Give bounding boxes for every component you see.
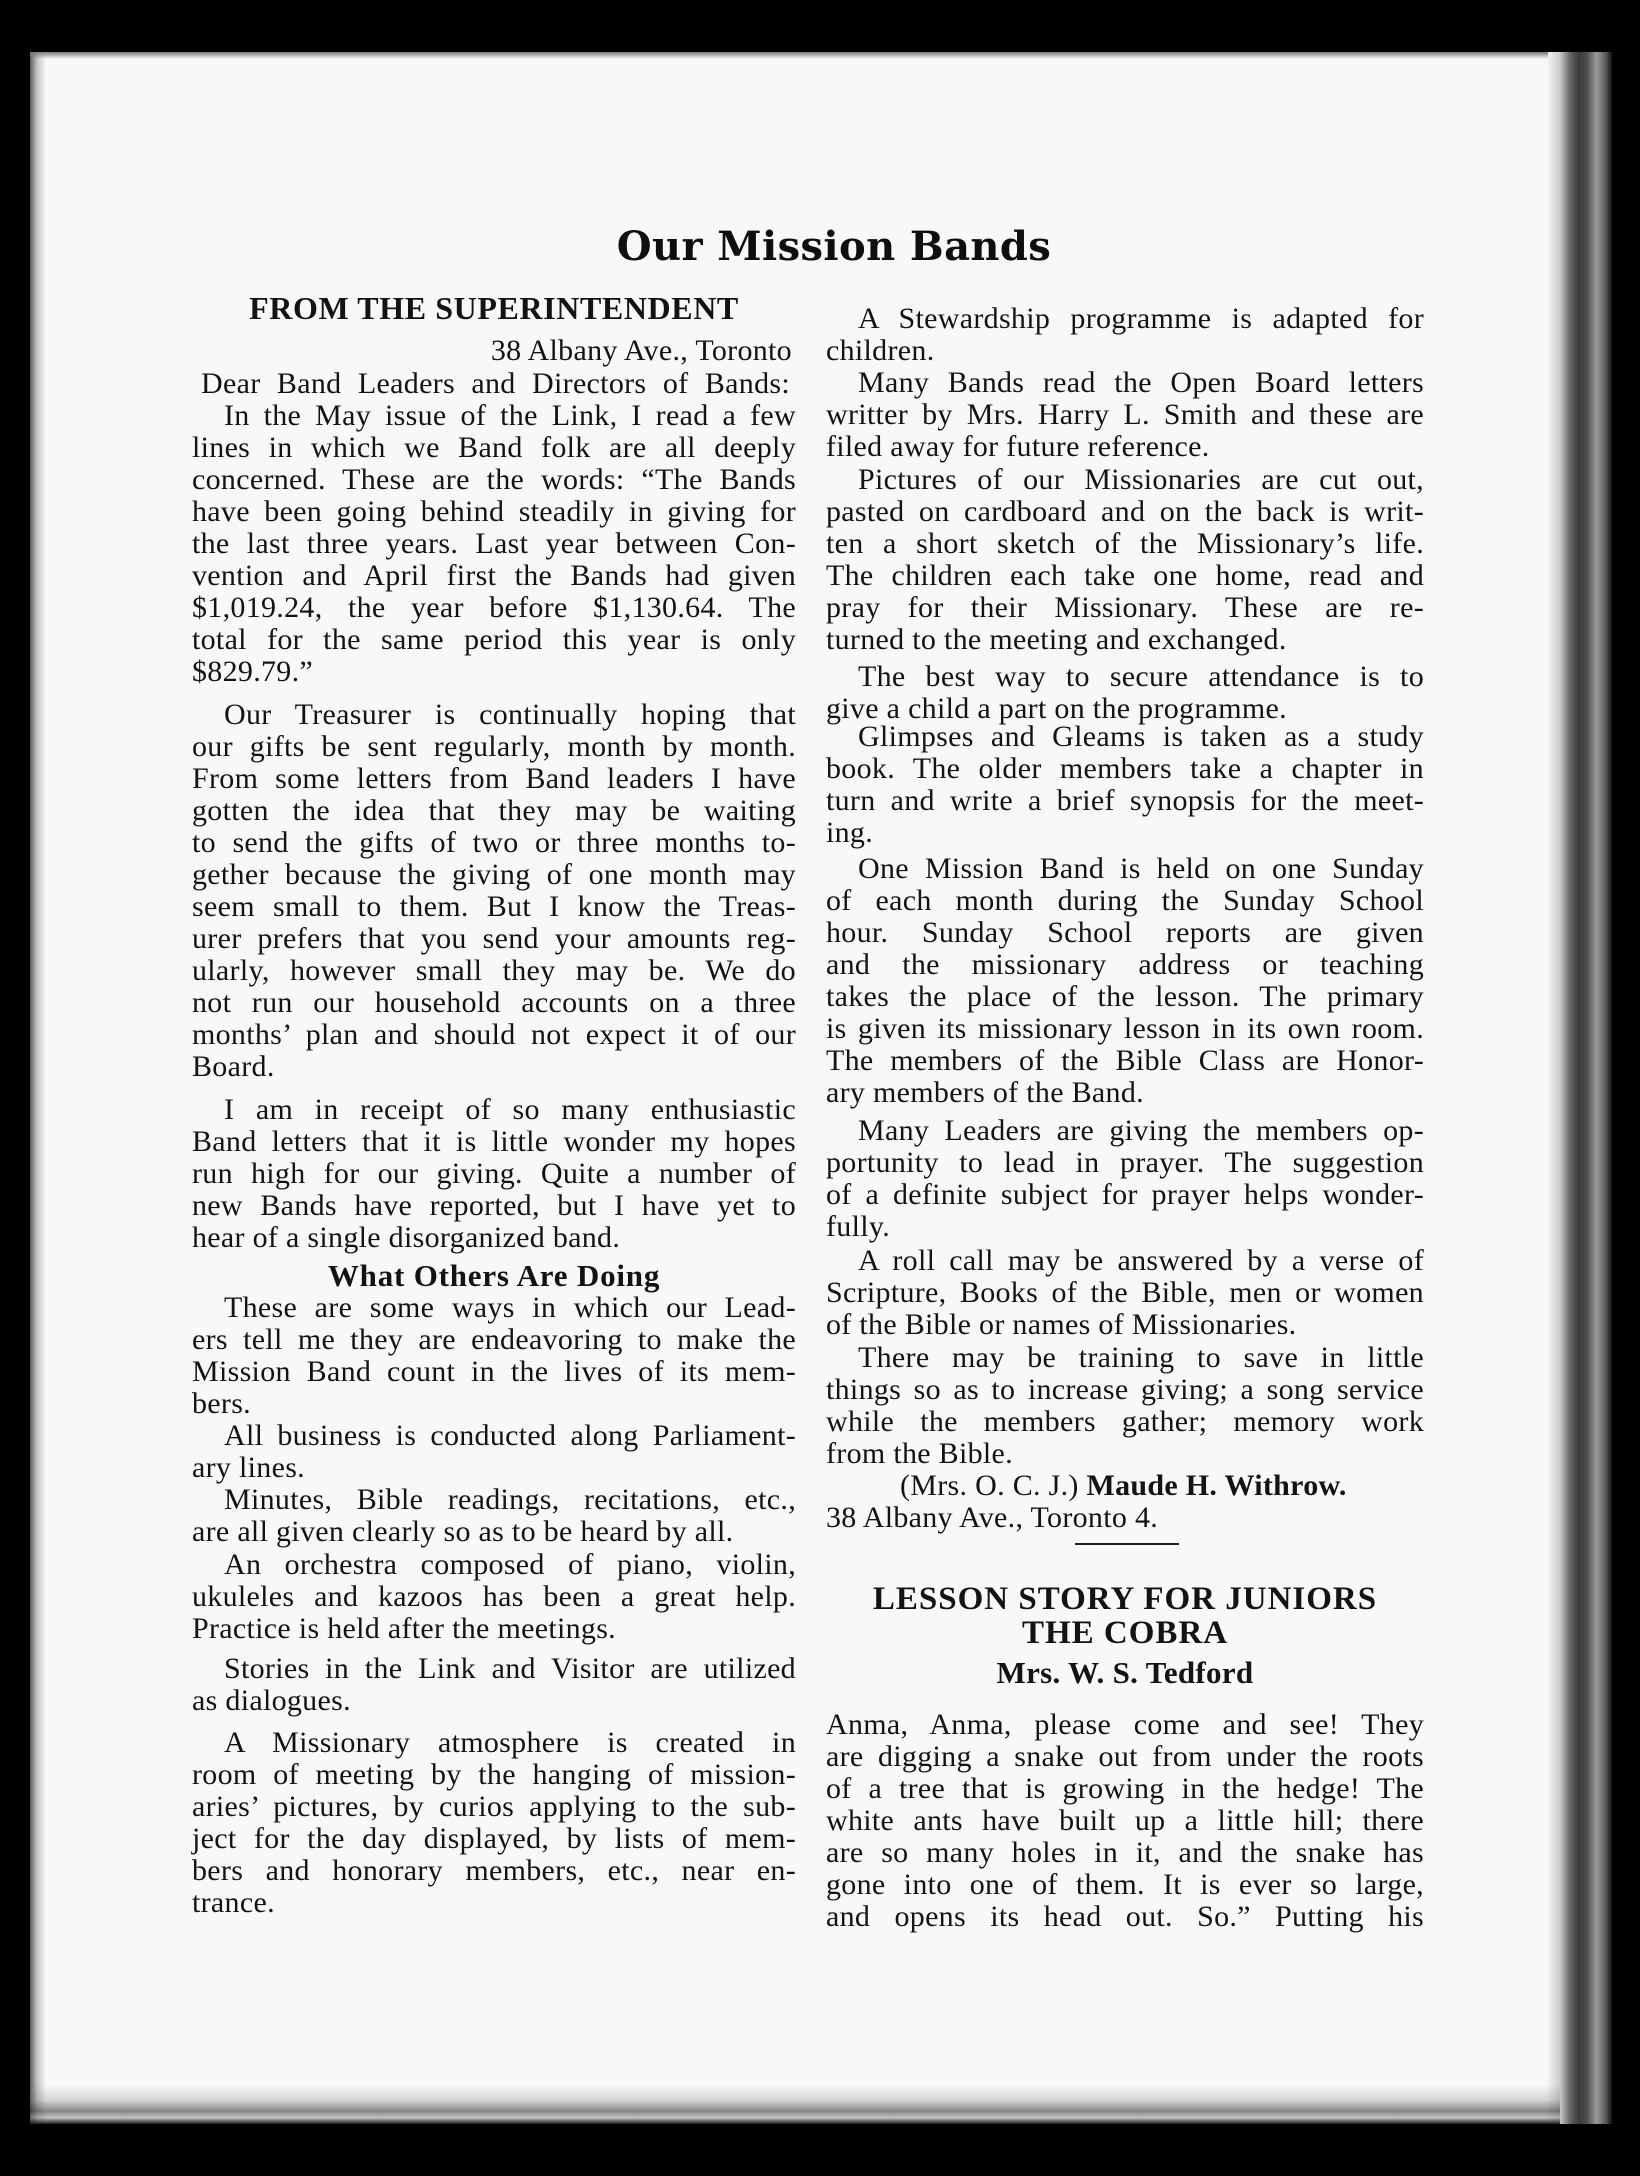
page-edge-top bbox=[30, 52, 1560, 59]
text-line: Glimpses and Gleams is taken as a study bbox=[858, 720, 1424, 753]
paragraph bbox=[826, 1709, 1424, 1933]
text-line: the last three years. Last year between Con- bbox=[192, 527, 796, 560]
text-line: The best way to secure attendance is to bbox=[858, 660, 1424, 693]
page-curl-right bbox=[1548, 52, 1612, 2124]
paragraph bbox=[826, 1342, 1424, 1470]
story-author: Mrs. W. S. Tedford bbox=[996, 1655, 1254, 1690]
text-line: new Bands have reported, but I have yet to bbox=[192, 1189, 796, 1222]
paragraph bbox=[826, 661, 1424, 725]
text-line: is given its missionary lesson in its own room. bbox=[826, 1012, 1424, 1045]
text-line: The children each take one home, read and bbox=[826, 559, 1424, 592]
text-line: of each month during the Sunday School bbox=[826, 884, 1424, 917]
text-line: not run our household accounts on a three bbox=[192, 986, 796, 1019]
text-line: $829.79.” bbox=[192, 655, 314, 688]
paragraph bbox=[192, 1484, 796, 1548]
text-line: ary members of the Band. bbox=[826, 1076, 1144, 1109]
paragraph bbox=[826, 1245, 1424, 1341]
text-line: A roll call may be answered by a verse of bbox=[858, 1244, 1424, 1277]
text-line: things so as to increase giving; a song service bbox=[826, 1373, 1424, 1406]
text-line: pasted on cardboard and on the back is writ- bbox=[826, 495, 1424, 528]
signature bbox=[826, 1470, 1424, 1502]
text-line: writter by Mrs. Harry L. Smith and these are bbox=[826, 398, 1424, 431]
text-line: children. bbox=[826, 334, 935, 367]
signature-prefix: (Mrs. O. C. J.) bbox=[900, 1469, 1079, 1502]
text-line: ularly, however small they may be. We do bbox=[192, 954, 796, 987]
text-line: Scripture, Books of the Bible, men or women bbox=[826, 1276, 1424, 1309]
text-line: Pictures of our Missionaries are cut out, bbox=[858, 463, 1424, 496]
paragraph bbox=[826, 303, 1424, 367]
text-line: are so many holes in it, and the snake has bbox=[826, 1836, 1424, 1869]
text-line: have been going behind steadily in giving for bbox=[192, 495, 796, 528]
text-line: takes the place of the lesson. The primary bbox=[826, 980, 1424, 1013]
text-line: vention and April first the Bands had given bbox=[192, 559, 796, 592]
text-line: gotten the idea that they may be waiting bbox=[192, 794, 796, 827]
text-line: Anma, Anma, please come and see! They bbox=[826, 1708, 1424, 1741]
text-line: There may be training to save in little bbox=[858, 1341, 1424, 1374]
text-line: while the members gather; memory work bbox=[826, 1405, 1424, 1438]
paragraph bbox=[826, 464, 1424, 656]
text-line: Many Leaders are giving the members op- bbox=[858, 1114, 1424, 1147]
text-line: are digging a snake out from under the roots bbox=[826, 1740, 1424, 1773]
text-line: give a child a part on the programme. bbox=[826, 692, 1287, 725]
text-line: from the Bible. bbox=[826, 1437, 1013, 1470]
text-line: A Missionary atmosphere is created in bbox=[224, 1726, 796, 1759]
signature-name: Maude H. Withrow. bbox=[1086, 1469, 1347, 1502]
text-line: gone into one of them. It is ever so large, bbox=[826, 1868, 1424, 1901]
text-line: of a definite subject for prayer helps wonder- bbox=[826, 1178, 1424, 1211]
text-line: hear of a single disorganized band. bbox=[192, 1221, 621, 1254]
text-line: bers and honorary members, etc., near en- bbox=[192, 1854, 796, 1887]
paragraph bbox=[826, 721, 1424, 849]
text-line: are all given clearly so as to be heard by all. bbox=[192, 1515, 734, 1548]
text-line: aries’ pictures, by curios applying to the sub- bbox=[192, 1790, 796, 1823]
paragraph bbox=[192, 699, 796, 1083]
text-line: In the May issue of the Link, I read a few bbox=[224, 399, 796, 432]
text-line: room of meeting by the hanging of mission- bbox=[192, 1758, 796, 1791]
text-line: $1,019.24, the year before $1,130.64. The bbox=[192, 591, 796, 624]
subheading: What Others Are Doing bbox=[327, 1258, 661, 1293]
paragraph bbox=[826, 367, 1424, 463]
text-line: seem small to them. But I know the Treas- bbox=[192, 890, 796, 923]
story-heading: LESSON STORY FOR JUNIORS bbox=[872, 1581, 1378, 1617]
text-line: Band letters that it is little wonder my hopes bbox=[192, 1125, 796, 1158]
paragraph bbox=[192, 1094, 796, 1254]
salutation: Dear Band Leaders and Directors of Bands: bbox=[201, 367, 790, 400]
text-line: ary lines. bbox=[192, 1451, 305, 1484]
text-line: and the missionary address or teaching bbox=[826, 948, 1424, 981]
text-line: I am in receipt of so many enthusiastic bbox=[224, 1093, 796, 1126]
text-line: concerned. These are the words: “The Bands bbox=[192, 463, 796, 496]
text-line: turn and write a brief synopsis for the meet- bbox=[826, 784, 1424, 817]
text-line: Many Bands read the Open Board letters bbox=[858, 366, 1424, 399]
text-line: Practice is held after the meetings. bbox=[192, 1612, 616, 1645]
sender-address: 38 Albany Ave., Toronto bbox=[490, 334, 792, 367]
text-line: book. The older members take a chapter in bbox=[826, 752, 1424, 785]
text-line: of a tree that is growing in the hedge! The bbox=[826, 1772, 1424, 1805]
text-line: All business is conducted along Parliament- bbox=[224, 1419, 796, 1452]
section-title: Our Mission Bands bbox=[616, 223, 1052, 270]
text-line: A Stewardship programme is adapted for bbox=[858, 302, 1424, 335]
text-line: From some letters from Band leaders I have bbox=[192, 762, 796, 795]
text-line: pray for their Missionary. These are re- bbox=[826, 591, 1424, 624]
text-line: and opens its head out. So.” Putting his bbox=[826, 1900, 1424, 1933]
signature-address: 38 Albany Ave., Toronto 4. bbox=[826, 1501, 1159, 1534]
text-line: Minutes, Bible readings, recitations, etc., bbox=[224, 1483, 796, 1516]
story-title: THE COBRA bbox=[1021, 1615, 1229, 1651]
paragraph bbox=[826, 853, 1424, 1109]
text-line: as dialogues. bbox=[192, 1684, 351, 1717]
text-line: An orchestra composed of piano, violin, bbox=[224, 1548, 796, 1581]
paragraph bbox=[192, 1653, 796, 1717]
text-line: lines in which we Band folk are all deeply bbox=[192, 431, 796, 464]
text-line: urer prefers that you send your amounts reg- bbox=[192, 922, 796, 955]
page-edge-bottom bbox=[30, 2084, 1560, 2124]
page-edge-left bbox=[30, 52, 46, 2124]
text-line: hour. Sunday School reports are given bbox=[826, 916, 1424, 949]
text-line: gether because the giving of one month may bbox=[192, 858, 796, 891]
paragraph bbox=[192, 1420, 796, 1484]
paragraph bbox=[192, 1549, 796, 1645]
text-line: fully. bbox=[826, 1210, 891, 1243]
text-line: bers. bbox=[192, 1387, 251, 1420]
text-line: of the Bible or names of Missionaries. bbox=[826, 1308, 1297, 1341]
text-line: trance. bbox=[192, 1886, 275, 1919]
paragraph bbox=[192, 1292, 796, 1420]
text-line: total for the same period this year is only bbox=[192, 623, 796, 656]
text-line: Board. bbox=[192, 1050, 275, 1083]
text-line: Stories in the Link and Visitor are utilized bbox=[224, 1652, 796, 1685]
text-line: turned to the meeting and exchanged. bbox=[826, 623, 1287, 656]
text-line: to send the gifts of two or three months to- bbox=[192, 826, 796, 859]
text-line: filed away for future reference. bbox=[826, 430, 1210, 463]
text-line: ing. bbox=[826, 816, 874, 849]
text-line: white ants have built up a little hill; there bbox=[826, 1804, 1424, 1837]
paragraph bbox=[192, 1727, 796, 1919]
text-line: The members of the Bible Class are Honor- bbox=[826, 1044, 1424, 1077]
article-heading: FROM THE SUPERINTENDENT bbox=[249, 290, 739, 326]
text-line: run high for our giving. Quite a number of bbox=[192, 1157, 796, 1190]
text-line: Mission Band count in the lives of its mem- bbox=[192, 1355, 796, 1388]
text-line: portunity to lead in prayer. The suggestion bbox=[826, 1146, 1424, 1179]
section-divider bbox=[1075, 1543, 1179, 1545]
text-line: ers tell me they are endeavoring to make the bbox=[192, 1323, 796, 1356]
text-line: ukuleles and kazoos has been a great help. bbox=[192, 1580, 796, 1613]
text-line: One Mission Band is held on one Sunday bbox=[858, 852, 1424, 885]
text-line: ject for the day displayed, by lists of mem- bbox=[192, 1822, 796, 1855]
text-line: months’ plan and should not expect it of our bbox=[192, 1018, 796, 1051]
text-line: These are some ways in which our Lead- bbox=[224, 1291, 796, 1324]
paragraph bbox=[192, 400, 796, 688]
text-line: Our Treasurer is continually hoping that bbox=[224, 698, 796, 731]
paragraph bbox=[826, 1115, 1424, 1243]
text-line: ten a short sketch of the Missionary’s life. bbox=[826, 527, 1424, 560]
text-line: our gifts be sent regularly, month by month. bbox=[192, 730, 796, 763]
